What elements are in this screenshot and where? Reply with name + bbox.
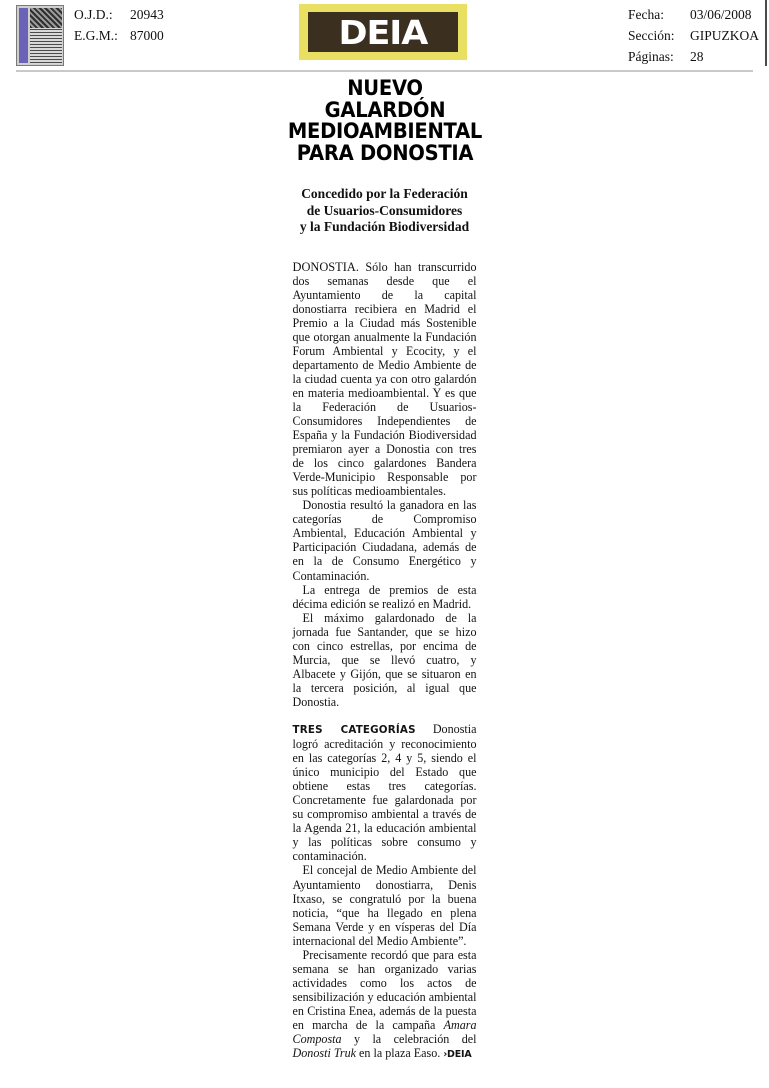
page-thumbnail — [16, 5, 64, 66]
paragraph-7-text-a: Precisamente recordó que para esta semana se han organizado varias actividades como los actos de sensibilización y educación ambiental en Cristina Enea, además de la puesta en marcha de la campaña — [292, 947, 477, 1032]
paginas-label: Páginas: — [628, 49, 674, 64]
headline-line-4: PARA DONOSTIA — [296, 140, 473, 165]
page-edge-line — [765, 0, 767, 66]
paragraph-5-text: Donostia logró acreditación y reconocimiento en las categorías 2, 4 y 5, siendo el único municipio del Estado que obtiene estas tres categorías. Concretamente fue galardonada por su compromiso ambiental a través de la Agenda 21, la educación ambiental y las políticas sobre consumo y contaminación. — [292, 722, 477, 864]
logo-text: DEIA — [338, 12, 428, 52]
paragraph-4: El máximo galardonado de la jornada fue Santander, que se hizo con cinco estrellas, por encima de Murcia, que se llevó cuatro, y Albacete y Gijón, que se situaron en la tercera posición, al igual que Donostia. — [292, 610, 477, 709]
metadata-row-ojd — [74, 4, 164, 25]
logo-box — [308, 12, 458, 52]
thumbnail-photo — [30, 8, 62, 28]
paragraph-1 — [293, 260, 477, 499]
paragraph-2: Donostia resultó la ganadora en las categorías de Compromiso Ambiental, Educación Ambiental y Participación Ciudadana, además de en la de Consumo Energético y Contaminación. — [292, 498, 477, 583]
paragraph-6: El concejal de Medio Ambiente del Ayuntamiento donostiarra, Denis Itxaso, se congratuló por la buena noticia, “que ha llegado en plena Semana Verde y en vísperas del Día internacional del Medio Ambiente”. — [292, 863, 477, 948]
ojd-value: 20943 — [130, 7, 164, 22]
section-kicker: TRES CATEGORÍAS — [292, 724, 416, 736]
paragraph-7 — [293, 948, 477, 1062]
circulation-metadata — [74, 4, 164, 46]
paragraph-7-text-b: y la celebración del — [341, 1032, 477, 1047]
subhead-line-1: Concedido por la Federación — [301, 186, 468, 201]
article-headline — [278, 78, 492, 164]
egm-value: 87000 — [130, 28, 164, 43]
headline-line-3: MEDIOAMBIENTAL — [287, 119, 482, 143]
publication-metadata — [628, 4, 759, 67]
headline-line-2: GALARDÓN — [324, 97, 445, 122]
article-subhead — [278, 186, 492, 236]
header-divider — [16, 70, 753, 72]
metadata-row-egm — [74, 25, 164, 46]
fecha-label: Fecha: — [628, 7, 664, 22]
ojd-label: O.J.D.: — [74, 7, 113, 22]
subhead-line-3: y la Fundación Biodiversidad — [299, 219, 470, 234]
thumbnail-sidebar-column — [19, 8, 28, 63]
metadata-row-fecha — [628, 4, 759, 25]
article-column — [293, 260, 477, 1063]
headline-line-1: NUEVO — [346, 76, 423, 100]
paginas-value: 28 — [690, 49, 704, 64]
seccion-label: Sección: — [628, 28, 675, 43]
event-name-donosti-truk: Donosti Truk — [292, 1046, 357, 1061]
paragraph-3: La entrega de premios de esta décima edición se realizó en Madrid. — [292, 582, 477, 611]
deia-masthead-logo — [299, 4, 467, 60]
metadata-row-paginas — [628, 46, 759, 67]
paragraph-1-text: Sólo han transcurrido dos semanas desde que el Ayuntamiento de la capital donostiarra recibiera en Madrid el Premio a la Ciudad más Sostenible que otorgan anualmente la Fundación Forum Ambiental y Ecocity, y el departamento de Medio Ambiente de la ciudad cuenta ya con otro galardón en materia medioambiental. Y es que la Federación de Usuarios-Consumidores Independientes de España y la Fundación Biodiversidad premiaron ayer a Donostia con tres de los cinco galardones Bandera Verde-Municipio Responsable por sus políticas medioambientales. — [292, 259, 477, 499]
seccion-value: GIPUZKOA — [690, 28, 759, 43]
fecha-value: 03/06/2008 — [690, 7, 752, 22]
campaign-name-amara-composta: Amara Composta — [292, 1017, 477, 1047]
clipping-header — [0, 0, 769, 70]
metadata-row-seccion — [628, 25, 759, 46]
paragraph-7-text-c: en la plaza Easo. — [356, 1046, 444, 1061]
egm-label: E.G.M.: — [74, 28, 118, 43]
article-body — [0, 78, 769, 1062]
subhead-line-2: de Usuarios-Consumidores — [306, 202, 463, 218]
article-credit: ›DEIA — [443, 1049, 472, 1061]
paragraph-5 — [293, 722, 477, 863]
dateline: DONOSTIA. — [292, 259, 359, 274]
